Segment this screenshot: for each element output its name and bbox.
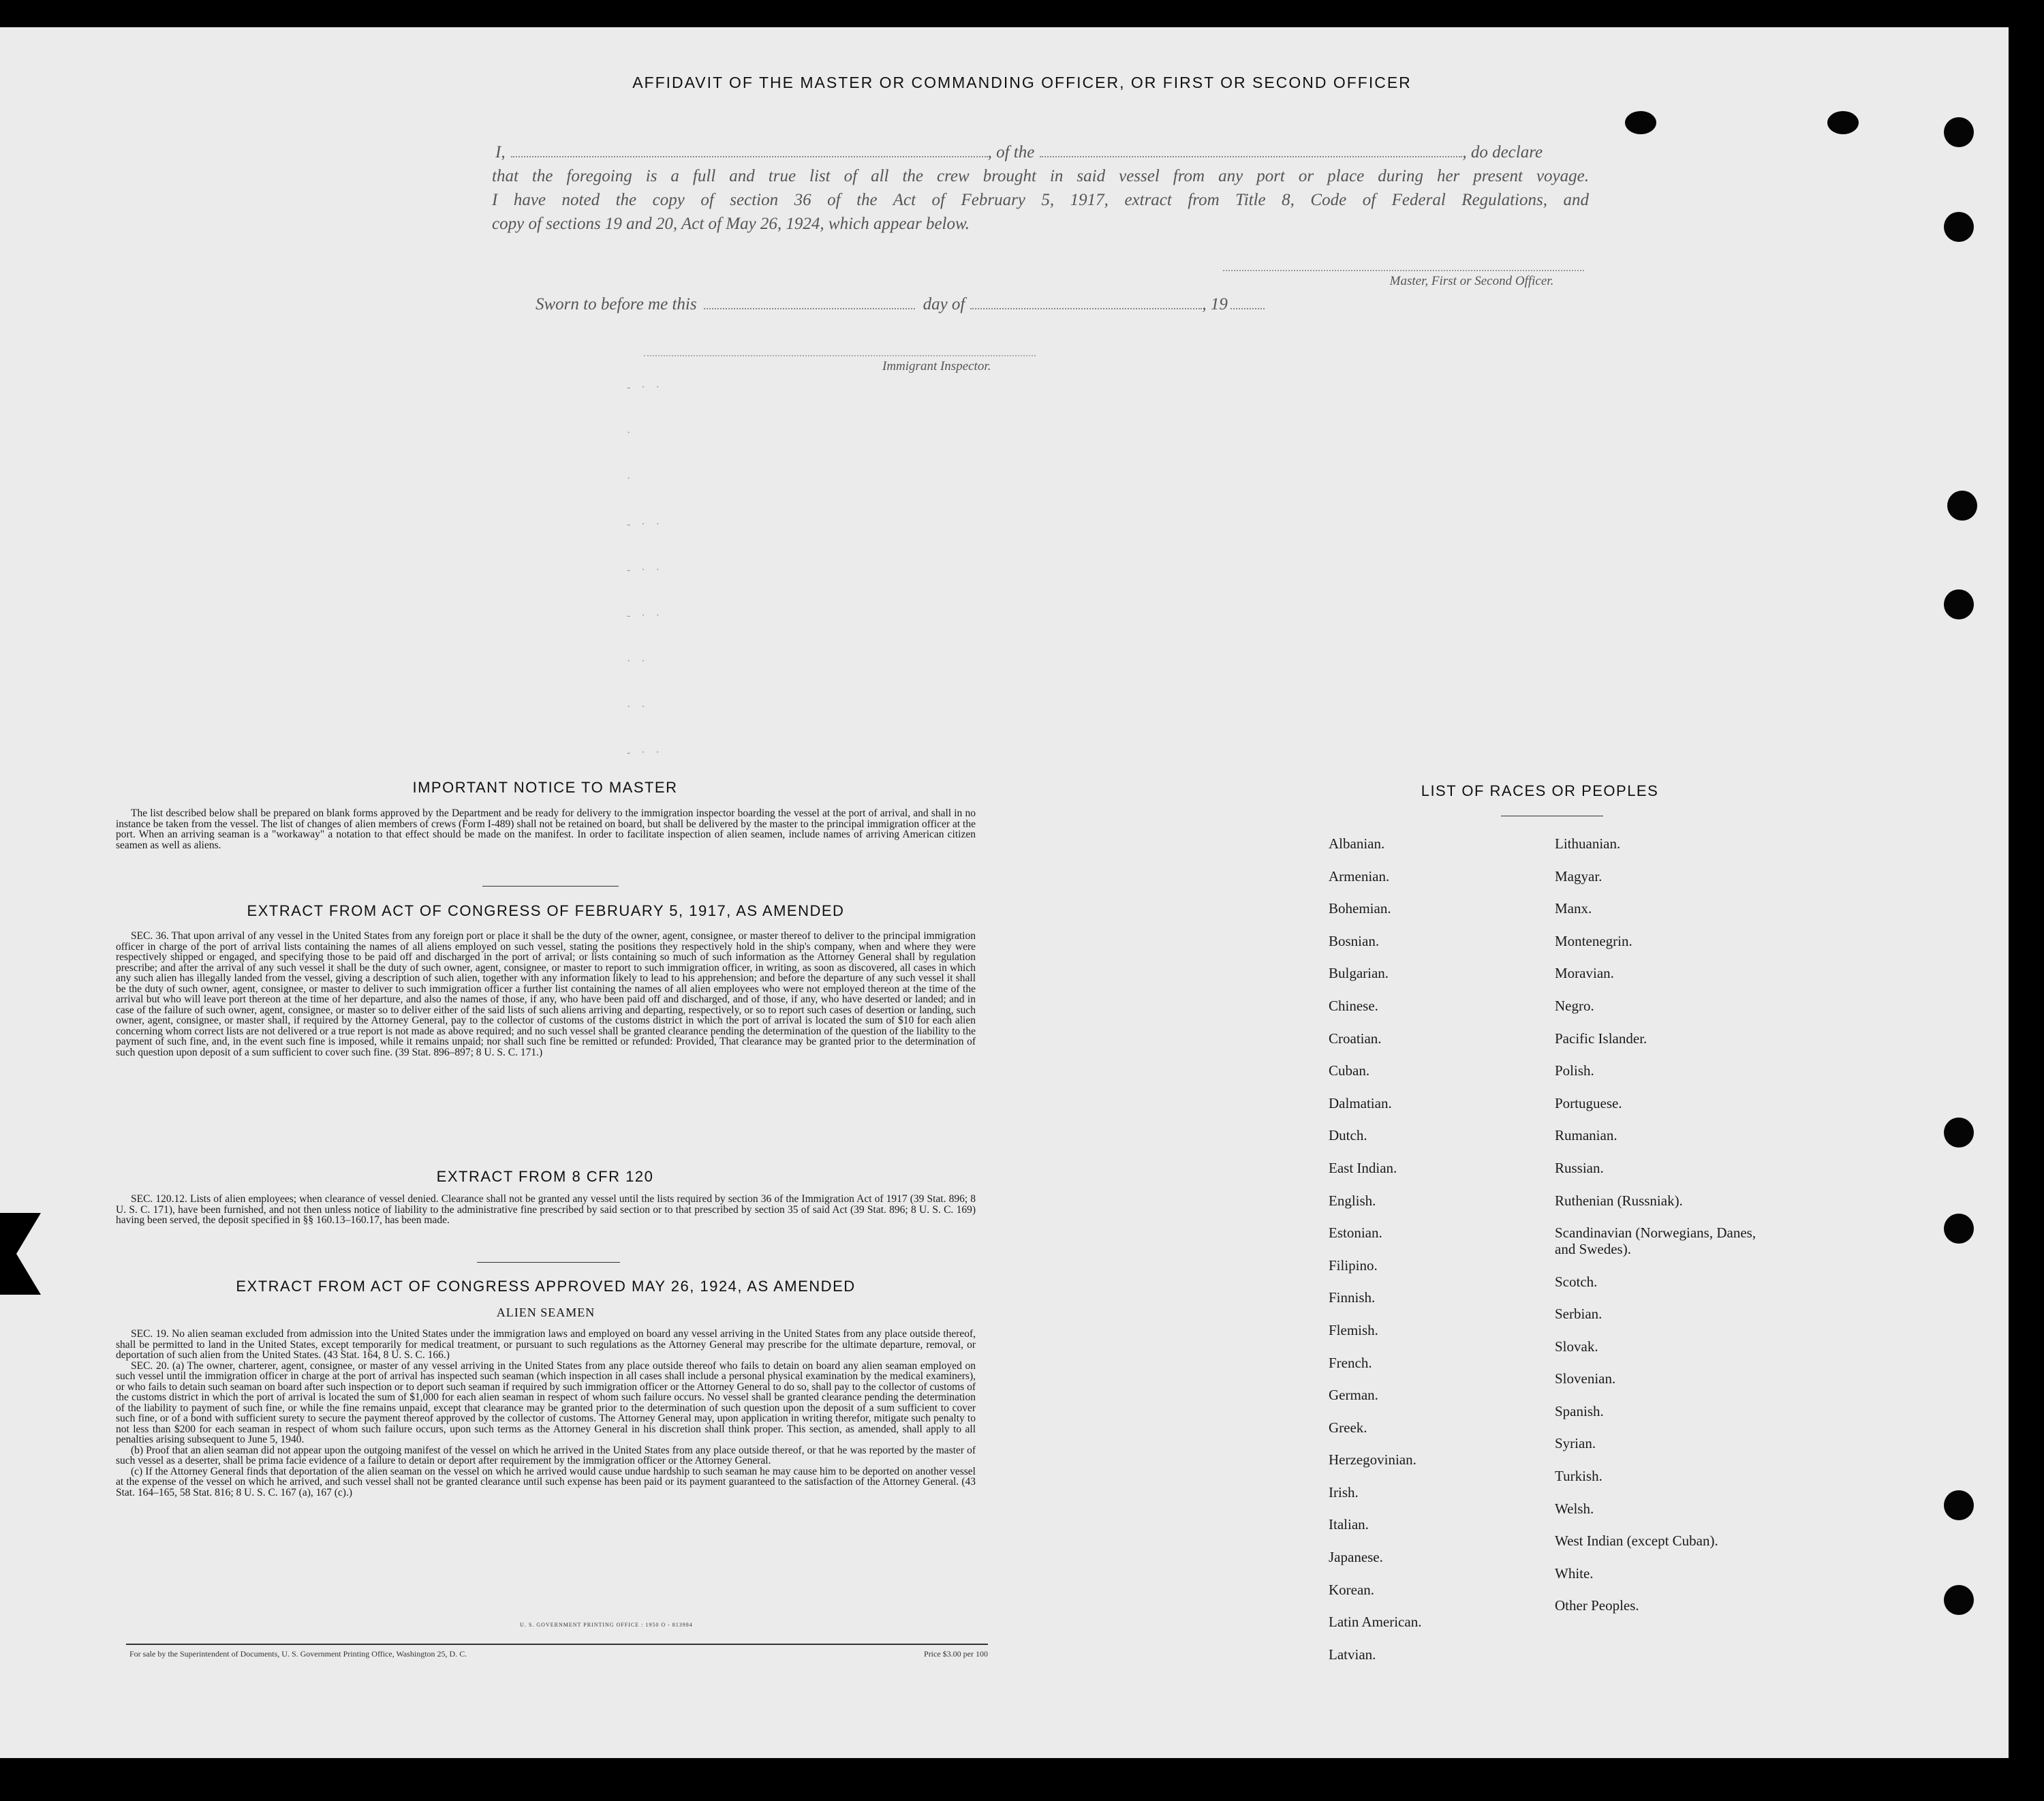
declaration-line-2: that the foregoing is a full and true list of all the crew brought in said vessel from any port or place during her present voyage. — [492, 167, 1589, 185]
race-item: Serbian. — [1555, 1306, 1602, 1323]
race-item: Filipino. — [1329, 1257, 1378, 1274]
race-item: Irish. — [1329, 1483, 1359, 1500]
punch-hole — [1944, 1490, 1974, 1520]
extract-cfr-title: EXTRACT FROM 8 CFR 120 — [436, 1168, 654, 1185]
race-item: Ruthenian (Russniak). — [1555, 1192, 1683, 1209]
punch-hole — [1944, 212, 1974, 242]
race-item: Polish. — [1555, 1062, 1594, 1079]
sec-20c-paragraph: (c) If the Attorney General finds that deportation of the alien seaman on the vessel on which he arrived would cause undue hardship to such seaman he may cause him to be deported on another vessel at the expense of the vessel on which he arrived, and such vessel shall not be granted clearance until such expense has been paid or its payment guaranteed to the satisfaction of the Attorney General. (43 Stat. 164–165, 58 Stat. 816; 8 U. S. C. 167 (a), 167 (c).) — [116, 1465, 976, 1498]
race-item: Turkish. — [1555, 1468, 1602, 1485]
race-item: Negro. — [1555, 997, 1594, 1014]
declaration-i: I, — [495, 143, 506, 161]
master-signature-label: Master, First or Second Officer. — [1389, 274, 1554, 288]
race-item: Welsh. — [1555, 1500, 1594, 1517]
year-text: , 19 — [1202, 295, 1228, 313]
race-item: Herzegovinian. — [1329, 1451, 1416, 1468]
punch-hole — [1944, 1214, 1974, 1244]
inspector-signature-line[interactable] — [644, 355, 1036, 356]
punch-hole — [1625, 111, 1656, 134]
race-item: Korean. — [1329, 1581, 1375, 1598]
races-title: LIST OF RACES OR PEOPLES — [1421, 782, 1659, 799]
race-item: Russian. — [1555, 1159, 1604, 1176]
day-of-text: day of — [923, 295, 965, 313]
extract-1924-subtitle: ALIEN SEAMEN — [496, 1306, 595, 1319]
race-item: Pacific Islander. — [1555, 1030, 1647, 1047]
sec-19-paragraph: SEC. 19. No alien seaman excluded from admission into the United States under the immigration laws and employed on board any vessel arriving in the United States from any place outside thereof, shall be permitted to land in the United States, except temporarily for medical treatment, or pursuant to such regulations as the Attorney General may prescribe for the ultimate departure, removal, or deportation of such alien from the United States. (43 Stat. 164, 8 U. S. C. 166.) — [116, 1328, 976, 1361]
race-item: Latin American. — [1329, 1614, 1422, 1631]
race-item: Magyar. — [1555, 867, 1602, 884]
race-item: Lithuanian. — [1555, 835, 1621, 852]
race-item: Finnish. — [1329, 1289, 1376, 1306]
punch-hole — [1944, 1585, 1974, 1615]
race-item: Portuguese. — [1555, 1094, 1622, 1111]
extract-1917-paragraph: SEC. 36. That upon arrival of any vessel in the United States from any foreign port or place it shall be the duty of the owner, agent, consignee, or master thereof to deliver to the principal immigration officer in charge of the port of arrival lists containing the names of all aliens employed on such vessel, stating the positions they respectively hold in the ship's company, when and where they were respectively shipped or engaged, and specifying those to be paid off and discharged in the port of arrival; or lists containing so much of such information as the Attorney General shall by regulation prescribe; and after the arrival of any such vessel it shall be the duty of such owner, agent, consignee, or master to report to such immigration officer, in writing, as soon as discovered, all cases in which any such alien has illegally landed from the vessel, giving a description of such alien, together with any information likely to lead to his apprehension; and before the departure of any such vessel it shall be the duty of such owner, agent, consignee, or master to deliver to such immigration officer a further list containing the names of all alien employees who were not employed thereon at the time of the arrival but who will leave port thereon at the time of her departure, and also the names of those, if any, who have been paid off and discharged, and of those, if any, who have deserted or landed; and in case of the failure of such owner, agent, consignee, or master so to deliver either of the said lists of such aliens arriving and departing, respectively, or so to report such cases of desertion or landing, such owner, agent, consignee, or master shall, if required by the Attorney General, pay to the collector of customs of the customs district in which the port of arrival is located the sum of $10 for each alien concerning whom correct lists are not delivered or a true report is not made as above required; and no such vessel shall be granted clearance pending the determination of the question of the liability to the payment of such fine, and, in the event such fine is imposed, while it remains unpaid; nor shall such fine be remitted or refunded: Provided, That clearance may be granted prior to the determination of such question upon deposit of a sum sufficient to cover such fine. (39 Stat. 896–897; 8 U. S. C. 171.) — [116, 930, 976, 1058]
race-item: Latvian. — [1329, 1646, 1376, 1663]
name-blank[interactable] — [511, 144, 988, 157]
footer-rule — [126, 1644, 988, 1645]
race-item: Syrian. — [1555, 1435, 1596, 1452]
extract-cfr-text — [116, 1194, 976, 1226]
race-item: Greek. — [1329, 1419, 1367, 1436]
vessel-blank[interactable] — [1040, 144, 1462, 157]
footer — [129, 1649, 988, 1659]
affidavit-title: AFFIDAVIT OF THE MASTER OR COMMANDING OFFICER, OR FIRST OR SECOND OFFICER — [632, 74, 1412, 91]
race-item: English. — [1329, 1192, 1376, 1209]
race-item: Rumanian. — [1555, 1127, 1617, 1144]
race-item: Japanese. — [1329, 1549, 1383, 1566]
declaration-block — [492, 140, 1589, 236]
month-blank[interactable] — [970, 296, 1202, 309]
race-item: French. — [1329, 1354, 1372, 1371]
race-item: Scotch. — [1555, 1273, 1598, 1290]
divider — [482, 886, 619, 887]
races-column-2 — [1555, 835, 1780, 1630]
race-item: Chinese. — [1329, 997, 1378, 1014]
sec-20a-paragraph: SEC. 20. (a) The owner, charterer, agent, consignee, or master of any vessel arriving in the United States from any place outside thereof who fails to detain on board any alien seaman employed on such vessel until the immigration officer in charge at the port of arrival has inspected such seaman (which inspection in all cases shall include a personal physical examination by the medical examiners), or who fails to detain such seaman on board after such inspection or to deport such seaman if required by such immigration officer or the Attorney General to do so, shall pay to the collector of customs of the customs district in which the port of arrival is located the sum of $1,000 for each alien seaman in respect of whom such failure occurs. No vessel shall be granted clearance pending the determination of the liability to payment of such fine, or while the fine remains unpaid, except that clearance may be granted prior to the determination of such question upon the deposit of a sum sufficient to cover such fine, or of a bond with sufficient surety to secure the payment thereof approved by the collector of customs. The Attorney General may, upon application in writing therefor, mitigate such penalty to not less than $200 for each seaman in respect of whom such failure occurs, upon such terms as the Attorney General in his discretion shall think proper. This section, as amended, shall apply to all penalties arising subsequent to June 5, 1940. — [116, 1359, 976, 1445]
declaration-line-3: I have noted the copy of section 36 of the Act of February 5, 1917, extract from Title 8, Code of Federal Regulations, and — [492, 191, 1589, 209]
race-item: Spanish. — [1555, 1402, 1604, 1419]
race-item: Albanian. — [1329, 835, 1385, 852]
race-item: West Indian (except Cuban). — [1555, 1533, 1718, 1550]
notice-title: IMPORTANT NOTICE TO MASTER — [412, 779, 678, 796]
year-blank[interactable] — [1230, 296, 1265, 309]
race-item: White. — [1555, 1565, 1594, 1582]
extract-1924-text — [116, 1329, 976, 1498]
master-signature-line[interactable] — [1223, 270, 1584, 271]
race-item: Bulgarian. — [1329, 965, 1389, 982]
declaration-line-4: copy of sections 19 and 20, Act of May 26, 1924, which appear below. — [492, 215, 970, 233]
punch-hole — [1944, 117, 1974, 147]
race-item: Manx. — [1555, 900, 1592, 917]
race-item: Scandinavian (Norwegians, Danes, and Swedes). — [1555, 1225, 1756, 1258]
race-item: Bohemian. — [1329, 900, 1391, 917]
inspector-signature-label: Immigrant Inspector. — [882, 359, 991, 373]
torn-edge — [0, 1213, 41, 1295]
race-item: Flemish. — [1329, 1321, 1378, 1338]
race-item: Other Peoples. — [1555, 1597, 1639, 1614]
declaration-do-declare: , do declare — [1462, 143, 1543, 161]
extract-cfr-paragraph: SEC. 120.12. Lists of alien employees; when clearance of vessel denied. Clearance shall not be granted any vessel until the lists required by section 36 of the Immigration Act of 1917 (39 Stat. 896; 8 U. S. C. 171), have been furnished, and not then unless notice of liability to the administrative fine prescribed by said section or to that prescribed by section 35 of said Act (39 Stat. 896; 8 U. S. C. 169) having been served, the deposit specified in §§ 160.13–160.17, has been made. — [116, 1193, 976, 1226]
race-item: Bosnian. — [1329, 932, 1380, 949]
punch-hole — [1947, 491, 1977, 521]
faint-marks: - · · · · - · · - · · - · · · · · · - · · — [627, 382, 664, 758]
footer-sale: For sale by the Superintendent of Documents, U. S. Government Printing Office, Washington 25, D. C. — [129, 1649, 467, 1659]
punch-hole — [1944, 589, 1974, 619]
divider — [477, 1262, 620, 1263]
punch-hole — [1944, 1118, 1974, 1148]
punch-hole — [1827, 111, 1859, 134]
race-item: German. — [1329, 1387, 1378, 1404]
race-item: Dutch. — [1329, 1127, 1367, 1144]
sworn-text: Sworn to before me this — [536, 295, 697, 313]
race-item: Slovenian. — [1555, 1370, 1616, 1387]
race-item: Croatian. — [1329, 1030, 1382, 1047]
declaration-of-the: , of the — [987, 143, 1035, 161]
declaration-line-1 — [492, 140, 1589, 164]
race-item: Cuban. — [1329, 1062, 1370, 1079]
race-item: Slovak. — [1555, 1338, 1598, 1355]
footer-price: Price $3.00 per 100 — [924, 1649, 988, 1659]
races-column-1 — [1329, 835, 1533, 1678]
sec-20b-paragraph: (b) Proof that an alien seaman did not appear upon the outgoing manifest of the vessel on which he arrived in the United States from any place outside thereof, or that he was reported by the master of such vessel as a deserter, shall be prima facie evidence of a failure to detain or deport after requirement by the immigration officer or the Attorney General. — [116, 1444, 976, 1466]
extract-1924-title: EXTRACT FROM ACT OF CONGRESS APPROVED MAY 26, 1924, AS AMENDED — [236, 1278, 856, 1295]
day-blank[interactable] — [704, 296, 915, 309]
notice-paragraph: The list described below shall be prepared on blank forms approved by the Department and be ready for delivery to the immigration inspector boarding the vessel at the port of arrival, and shall in no instance be taken from the vessel. The list of changes of alien members of crews (Form I-489) shall not be retained on board, but shall be delivered by the master to the principal immigration officer at the port. When an arriving seaman is a "workaway" a notation to that effect should be made on the manifest. In order to facilitate inspection of alien seamen, include names of arriving American citizen seamen as well as aliens. — [116, 807, 976, 851]
race-item: Italian. — [1329, 1516, 1369, 1533]
extract-1917-text — [116, 931, 976, 1058]
race-item: Montenegrin. — [1555, 932, 1632, 949]
race-item: Dalmatian. — [1329, 1094, 1392, 1111]
extract-1917-title: EXTRACT FROM ACT OF CONGRESS OF FEBRUARY 5, 1917, AS AMENDED — [247, 902, 845, 919]
race-item: East Indian. — [1329, 1159, 1397, 1176]
race-item: Moravian. — [1555, 965, 1614, 982]
notice-text — [116, 808, 976, 850]
race-item: Armenian. — [1329, 867, 1390, 884]
gpo-imprint: U. S. GOVERNMENT PRINTING OFFICE : 1950 O - 813984 — [520, 1622, 693, 1628]
race-item: Estonian. — [1329, 1225, 1382, 1242]
sworn-line — [536, 295, 1265, 314]
